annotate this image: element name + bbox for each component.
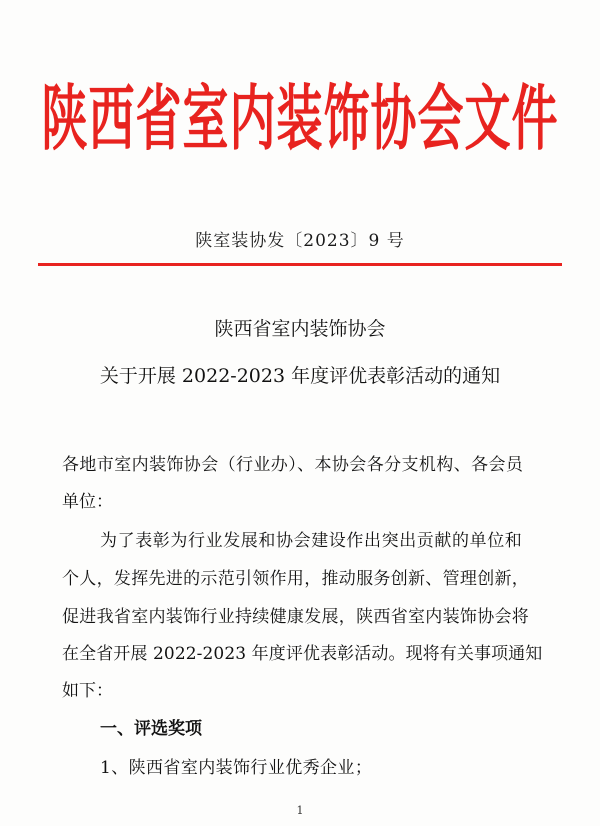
- section-heading-awards: 一、评选奖项: [100, 719, 202, 739]
- body-line-4: 在全省开展 2022-2023 年度评优表彰活动。现将有关事项通知: [62, 644, 543, 664]
- red-divider-line: [38, 263, 562, 266]
- document-number: 陕室装协发〔2023〕9 号: [195, 231, 405, 251]
- body-line-3: 促进我省室内装饰行业持续健康发展，陕西省室内装饰协会将: [62, 607, 530, 627]
- salutation-line-1: 各地市室内装饰协会（行业办）、本协会各分支机构、各会员: [62, 455, 524, 475]
- notice-title-line-1: 陕西省室内装饰协会: [214, 318, 386, 340]
- page-number: 1: [296, 804, 304, 817]
- salutation-line-2: 单位：: [62, 492, 113, 512]
- notice-title-line-2: 关于开展 2022-2023 年度评优表彰活动的通知: [99, 365, 501, 387]
- body-line-1: 为了表彰为行业发展和协会建设作出突出贡献的单位和: [100, 531, 523, 551]
- body-line-5: 如下：: [62, 681, 113, 701]
- masthead-title: 陕西省室内装饰协会文件: [41, 76, 559, 160]
- award-item-1: 1、陕西省室内装饰行业优秀企业；: [100, 758, 373, 778]
- body-line-2: 个人，发挥先进的示范引领作用，推动服务创新、管理创新，: [62, 569, 530, 589]
